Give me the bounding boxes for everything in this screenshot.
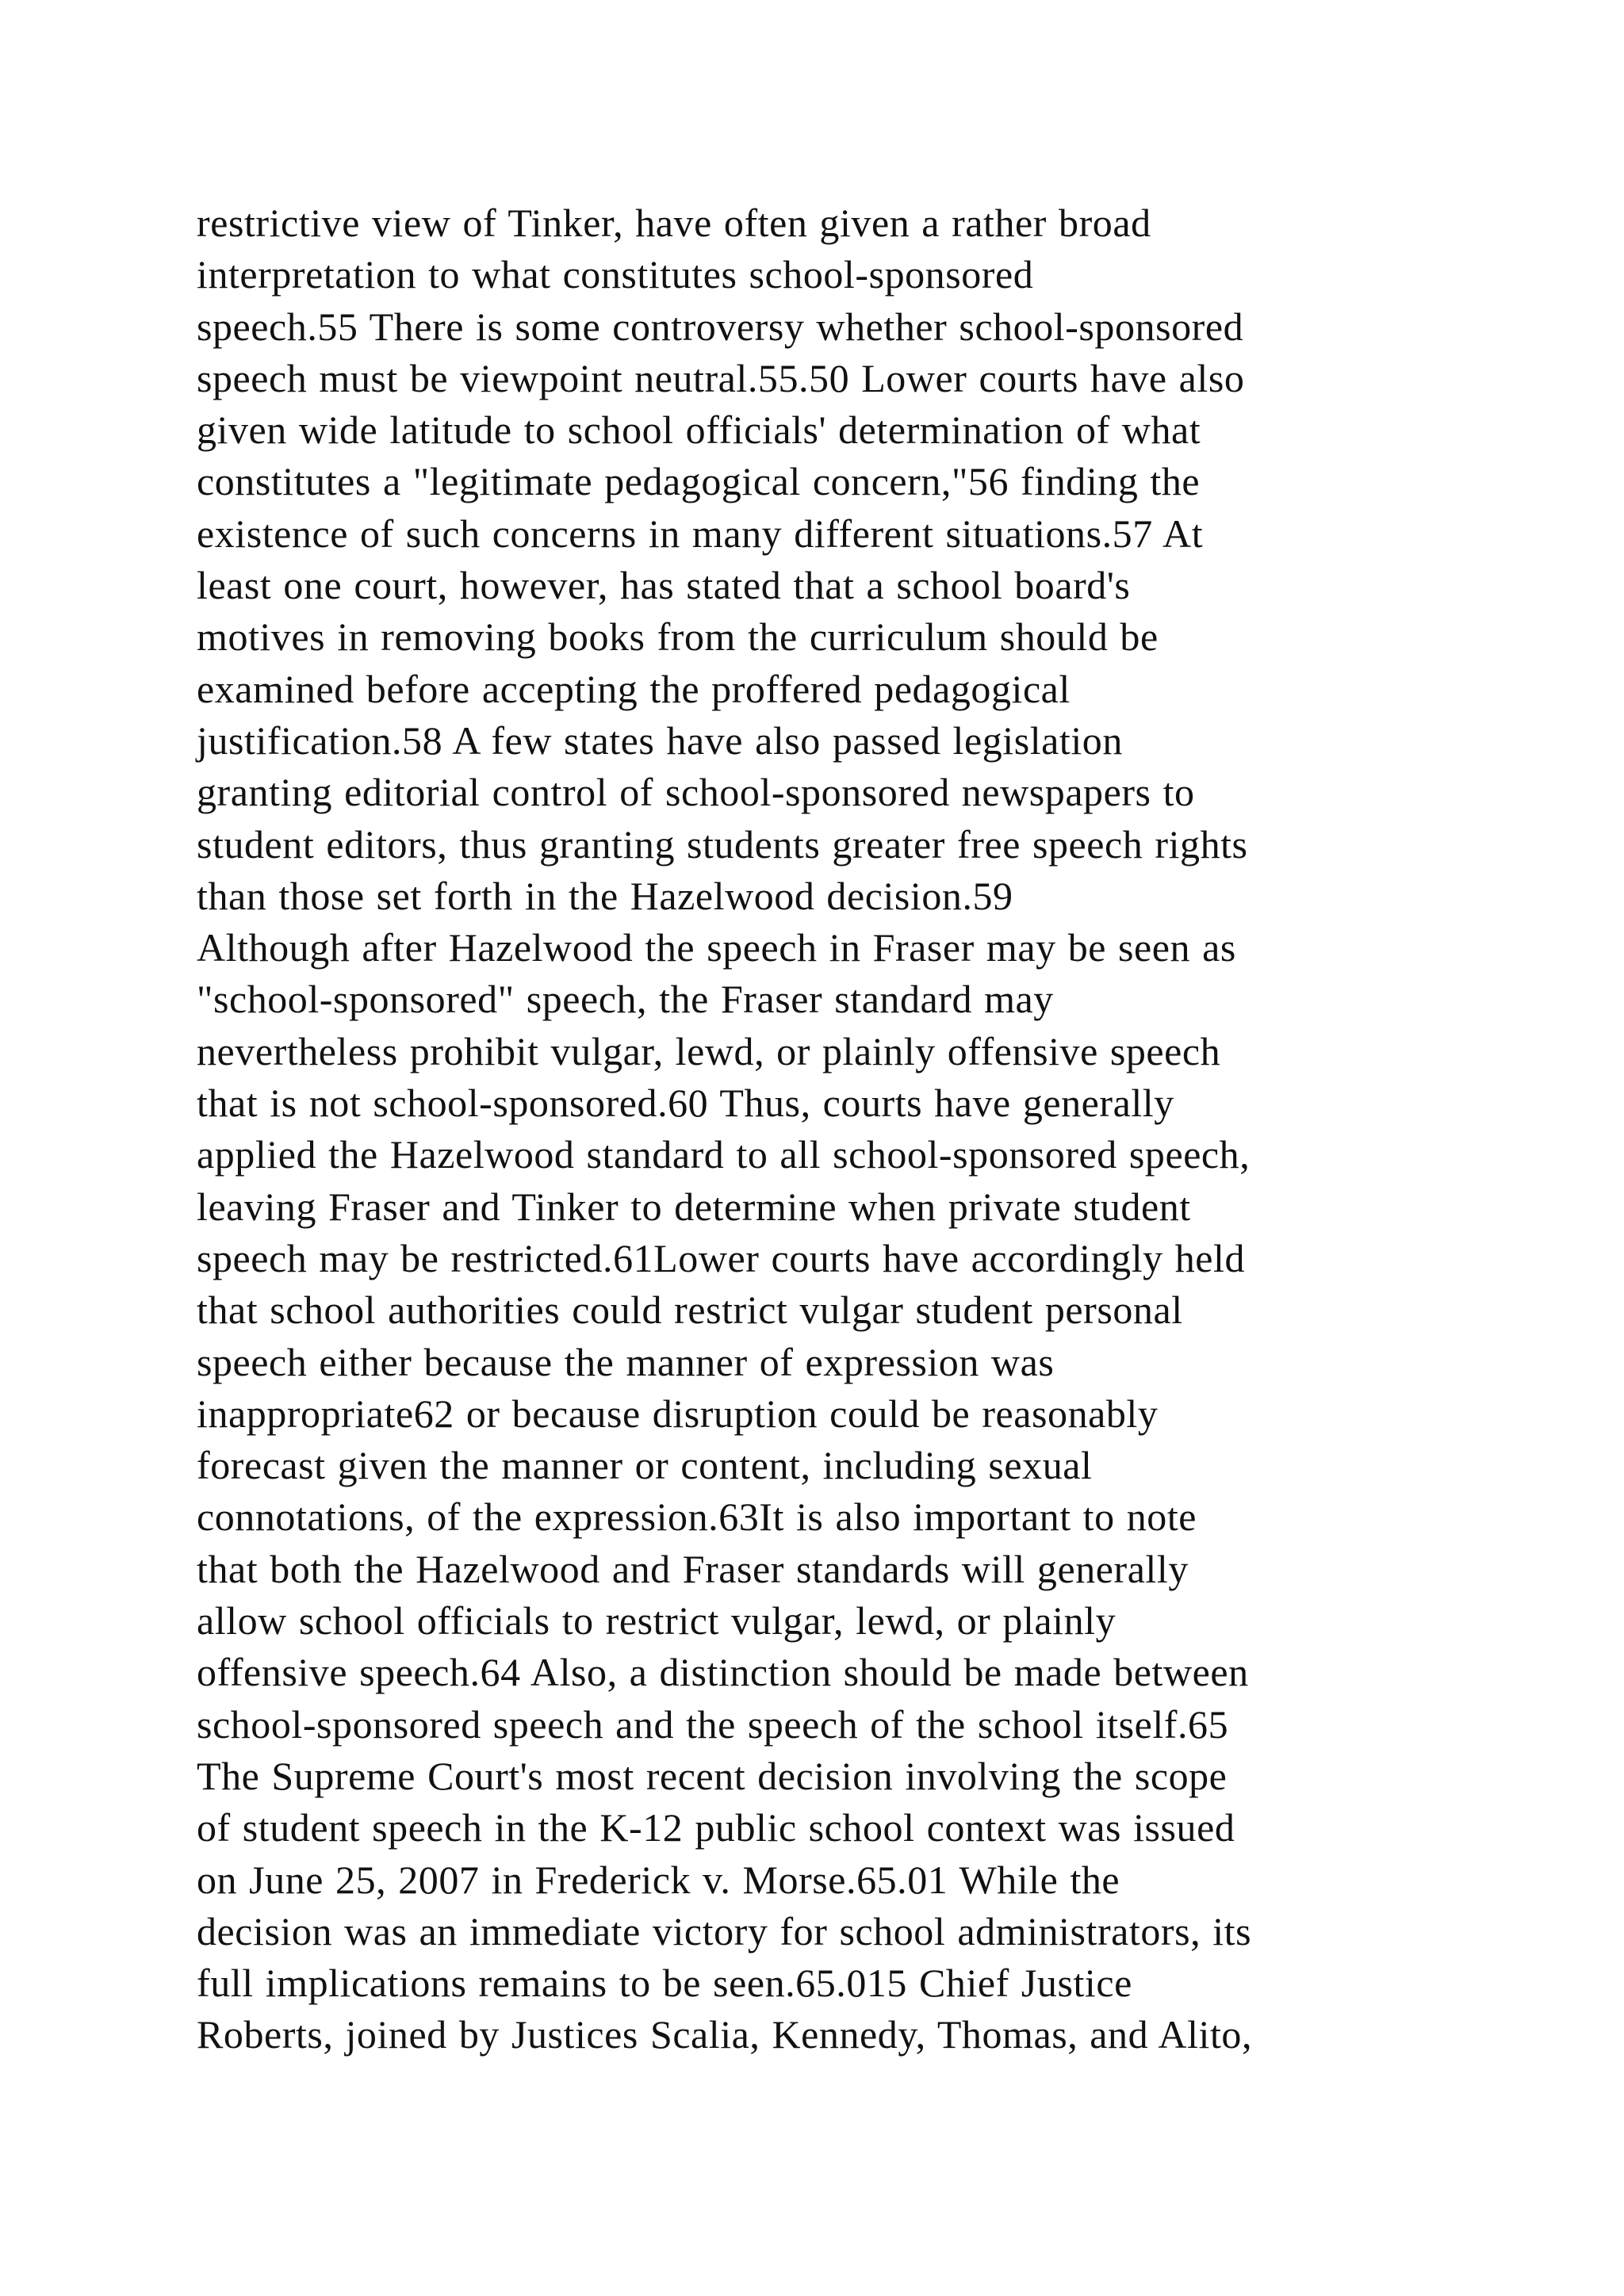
- text-line: granting editorial control of school-sponsored newspapers to: [197, 770, 1195, 815]
- text-line: restrictive view of Tinker, have often given a rather broad: [197, 201, 1151, 245]
- text-line: applied the Hazelwood standard to all school-sponsored speech,: [197, 1132, 1251, 1177]
- text-line: student editors, thus granting students greater free speech rights: [197, 821, 1248, 867]
- text-line: interpretation to what constitutes school-sponsored: [197, 252, 1034, 297]
- text-line: motives in removing books from the curriculum should be: [197, 614, 1159, 660]
- text-line: constitutes a "legitimate pedagogical concern,"56 finding the: [197, 459, 1201, 504]
- text-line: that both the Hazelwood and Fraser standards will generally: [197, 1546, 1189, 1591]
- text-line: inappropriate62 or because disruption could be reasonably: [197, 1391, 1159, 1436]
- text-line: The Supreme Court's most recent decision involving the scope: [197, 1753, 1228, 1798]
- text-line: examined before accepting the proffered pedagogical: [197, 666, 1071, 711]
- text-line: speech must be viewpoint neutral.55.50 Lower courts have also: [197, 355, 1245, 400]
- text-line: speech either because the manner of expression was: [197, 1339, 1055, 1384]
- text-line: allow school officials to restrict vulgar, lewd, or plainly: [197, 1598, 1116, 1644]
- text-line: least one court, however, has stated that a school board's: [197, 563, 1131, 608]
- text-line: "school-sponsored" speech, the Fraser standard may: [197, 977, 1054, 1022]
- text-line: offensive speech.64 Also, a distinction should be made between: [197, 1650, 1249, 1695]
- text-line: leaving Fraser and Tinker to determine when private student: [197, 1184, 1191, 1229]
- text-line: given wide latitude to school officials' determination of what: [197, 408, 1201, 453]
- text-line: full implications remains to be seen.65.015 Chief Justice: [197, 1961, 1132, 2006]
- text-line: forecast given the manner or content, including sexual: [197, 1443, 1093, 1488]
- text-line: speech.55 There is some controversy whether school-sponsored: [197, 304, 1244, 349]
- text-line: on June 25, 2007 in Frederick v. Morse.65.01 While the: [197, 1857, 1120, 1902]
- text-line: existence of such concerns in many different situations.57 At: [197, 511, 1204, 556]
- text-line: Roberts, joined by Justices Scalia, Kennedy, Thomas, and Alito,: [197, 2012, 1253, 2057]
- text-line: decision was an immediate victory for school administrators, its: [197, 1908, 1252, 1954]
- text-line: justification.58 A few states have also passed legislation: [197, 718, 1123, 763]
- text-line: school-sponsored speech and the speech of the school itself.65: [197, 1701, 1229, 1747]
- text-line: that is not school-sponsored.60 Thus, courts have generally: [197, 1081, 1174, 1126]
- text-line: nevertheless prohibit vulgar, lewd, or plainly offensive speech: [197, 1028, 1221, 1073]
- text-line: speech may be restricted.61Lower courts have accordingly held: [197, 1235, 1246, 1280]
- text-line: connotations, of the expression.63It is also important to note: [197, 1494, 1197, 1540]
- text-line: than those set forth in the Hazelwood decision.59: [197, 873, 1013, 918]
- text-line: Although after Hazelwood the speech in Fraser may be seen as: [197, 925, 1236, 970]
- text-line: of student speech in the K-12 public school context was issued: [197, 1805, 1235, 1850]
- text-line: that school authorities could restrict vulgar student personal: [197, 1288, 1183, 1333]
- body-text: [197, 197, 1481, 2061]
